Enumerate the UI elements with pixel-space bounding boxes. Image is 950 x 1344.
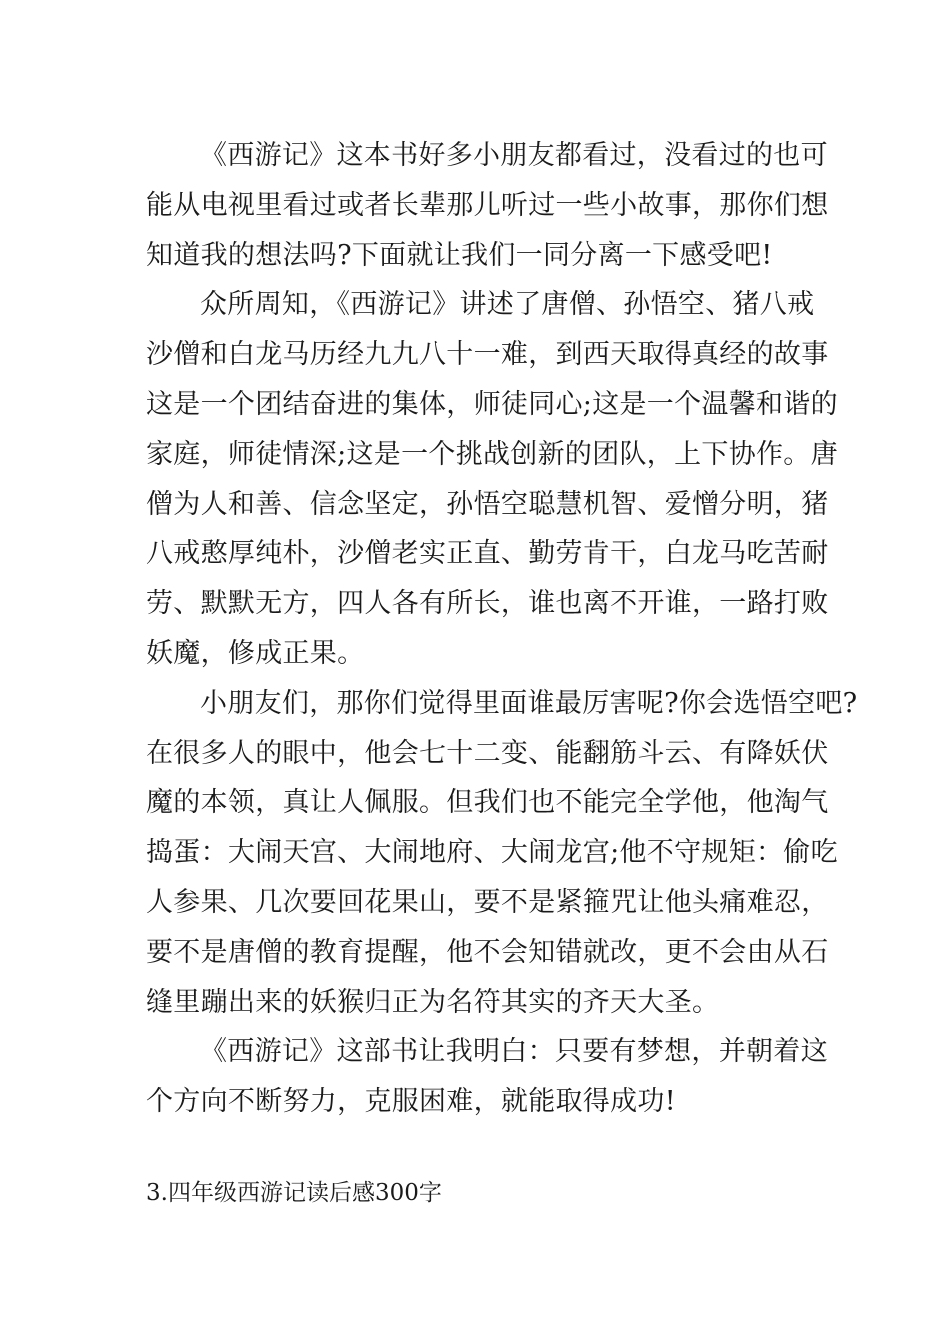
text-line: 捣蛋：大闹天宫、大闹地府、大闹龙宫;他不守规矩：偷吃 (146, 837, 838, 869)
section-heading: 3.四年级西游记读后感300字 (146, 1180, 442, 1206)
text-line: 家庭，师徒情深;这是一个挑战创新的团队，上下协作。唐 (146, 438, 838, 470)
paragraph-intro (146, 131, 829, 280)
text-line: 妖魔，修成正果。 (146, 637, 365, 669)
text-line: 魔的本领，真让人佩服。但我们也不能完全学他，他淘气 (146, 787, 829, 819)
text-line: 劳、默默无方，四人各有所长，谁也离不开谁，一路打败 (146, 588, 829, 620)
text-line: 缝里蹦出来的妖猴归正为名符其实的齐天大圣。 (146, 986, 720, 1018)
text-line: 《西游记》这本书好多小朋友都看过，没看过的也可 (200, 140, 828, 171)
text-line: 沙僧和白龙马历经九九八十一难，到西天取得真经的故事 (146, 339, 829, 371)
paragraph-wukong (146, 679, 858, 1028)
text-line: 小朋友们，那你们觉得里面谁最厉害呢?你会选悟空吧? (200, 687, 858, 719)
text-line: 人参果、几次要回花果山，要不是紧箍咒让他头痛难忍， (146, 886, 829, 918)
text-line: 众所周知，《西游记》讲述了唐僧、孙悟空、猪八戒 (200, 289, 815, 321)
text-line: 在很多人的眼中，他会七十二变、能翻筋斗云、有降妖伏 (146, 737, 829, 769)
text-line: 个方向不断努力，克服困难，就能取得成功! (146, 1086, 676, 1118)
text-line: 僧为人和善、信念坚定，孙悟空聪慧机智、爱憎分明，猪 (146, 488, 829, 520)
document-body (146, 131, 858, 1127)
paragraph-summary (146, 280, 838, 678)
paragraph-conclusion (146, 1027, 828, 1127)
text-line: 八戒憨厚纯朴，沙僧老实正直、勤劳肯干，白龙马吃苦耐 (146, 538, 829, 570)
text-line: 《西游记》这部书让我明白：只要有梦想，并朝着这 (200, 1036, 828, 1068)
text-line: 能从电视里看过或者长辈那儿听过一些小故事，那你们想 (146, 189, 829, 221)
text-line: 知道我的想法吗?下面就让我们一同分离一下感受吧! (146, 239, 773, 271)
text-line: 要不是唐僧的教育提醒，他不会知错就改，更不会由从石 (146, 936, 829, 968)
text-line: 这是一个团结奋进的集体，师徒同心;这是一个温馨和谐的 (146, 388, 838, 420)
